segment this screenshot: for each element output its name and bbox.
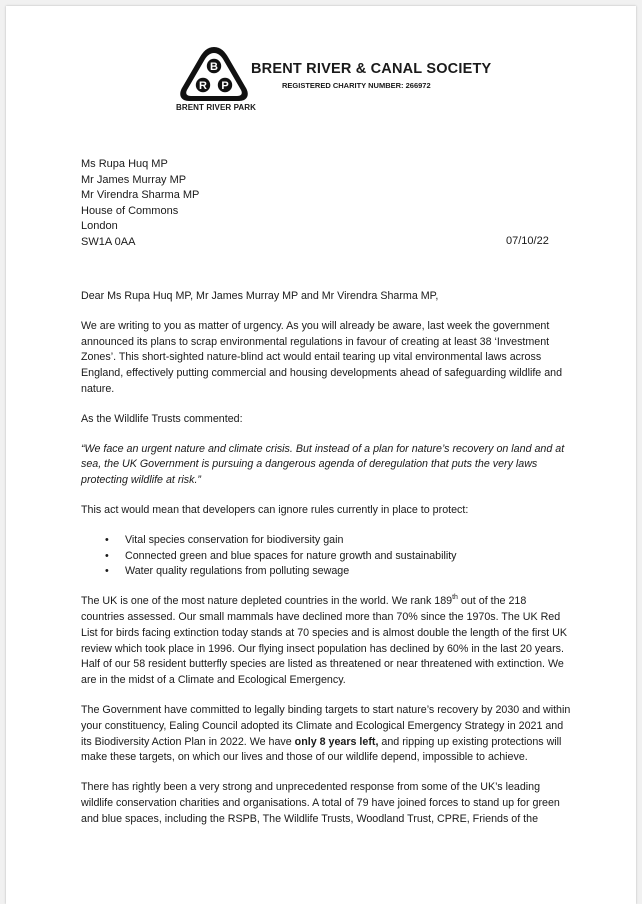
address-line: Mr James Murray MP xyxy=(81,173,187,186)
address-line: SW1A 0AA xyxy=(81,235,136,248)
paragraph-act-impact: This act would mean that developers can ignore rules currently in place to protect: xyxy=(81,503,469,516)
recipient-address xyxy=(81,157,199,251)
logo-letter-p: P xyxy=(221,80,229,92)
address-line: House of Commons xyxy=(81,204,179,217)
address-line: Ms Rupa Huq MP xyxy=(81,158,168,170)
para-text: The UK is one of the most nature depleted countries in the world. We rank 189 xyxy=(81,595,453,608)
protections-list xyxy=(81,533,571,580)
organization-name: BRENT RIVER & CANAL SOCIETY xyxy=(251,61,492,77)
logo-caption: BRENT RIVER PARK xyxy=(175,103,257,112)
paragraph-wildlife-trusts: As the Wildlife Trusts commented: xyxy=(81,412,243,425)
list-item: • Vital species conservation for biodiversity gain xyxy=(125,533,571,549)
paragraph-nature-depletion xyxy=(81,594,571,689)
charity-number: REGISTERED CHARITY NUMBER: 266972 xyxy=(282,81,431,90)
letter-body xyxy=(81,289,571,828)
logo-letter-b: B xyxy=(210,61,218,73)
salutation: Dear Ms Rupa Huq MP, Mr James Murray MP and Mr Virendra Sharma MP, xyxy=(81,290,439,302)
wildlife-trusts-quote: “We face an urgent nature and climate crisis. But instead of a plan for nature’s recovery on land and at sea, the UK Government is pursuing a dangerous agenda of deregulation that puts the very laws protecting wildlife at risk.” xyxy=(81,442,565,487)
paragraph-response: There has rightly been a very strong and unprecedented response from some of the UK’s leading wildlife conservation charities and organisations. A total of 79 have joined forces to stand up for green and blue spaces, including the RSPB, The Wildlife Trusts, Woodland Trust, CPRE, Friends of the xyxy=(81,781,560,825)
letter-page xyxy=(6,6,636,904)
para-text: out of the 218 countries assessed. Our small mammals have declined more than 70% since the 1970s. The UK Red List for birds facing extinction today stands at 70 species and is almost double the length of the first UK review which took place in 1996. Our flying insect population has declined by 60% in the last 20 years. Half of our 58 resident butterfly species are listed as threatened or near threatened with extinction. We are in the midst of a Climate and Ecological Emergency. xyxy=(81,595,567,687)
letter-date: 07/10/22 xyxy=(506,235,549,247)
para-text: The Government have committed to legally binding targets to start nature’s recovery by 2030 and within your constituency, Ealing Council adopted its Climate and Ecological Emergency Strategy in 2021 and its Biodiversity Action Plan in 2022. We have xyxy=(81,703,571,748)
society-logo xyxy=(176,44,252,104)
address-line: London xyxy=(81,220,118,233)
emphasis-years-left: only 8 years left, xyxy=(294,735,379,748)
list-item: • Water quality regulations from polluting sewage xyxy=(125,564,571,580)
para-text: and ripping up existing protections will make these targets, on which our lives and those of our wildlife depend, impossible to achieve. xyxy=(81,735,562,764)
logo-letter-r: R xyxy=(199,80,207,92)
list-item: • Connected green and blue spaces for nature growth and sustainability xyxy=(125,549,571,565)
paragraph-intro: We are writing to you as matter of urgency. As you will already be aware, last week the government announced its plans to scrap environmental regulations in favour of creating at least 38 ‘Investment Zones’. This short-sighted nature-blind act would entail tearing up vital environmental laws across England, effectively putting commercial and housing developments ahead of safeguarding wildlife and nature. xyxy=(81,319,563,395)
address-line: Mr Virendra Sharma MP xyxy=(81,189,200,202)
paragraph-government-targets xyxy=(81,703,571,766)
superscript-th: th xyxy=(452,594,458,602)
